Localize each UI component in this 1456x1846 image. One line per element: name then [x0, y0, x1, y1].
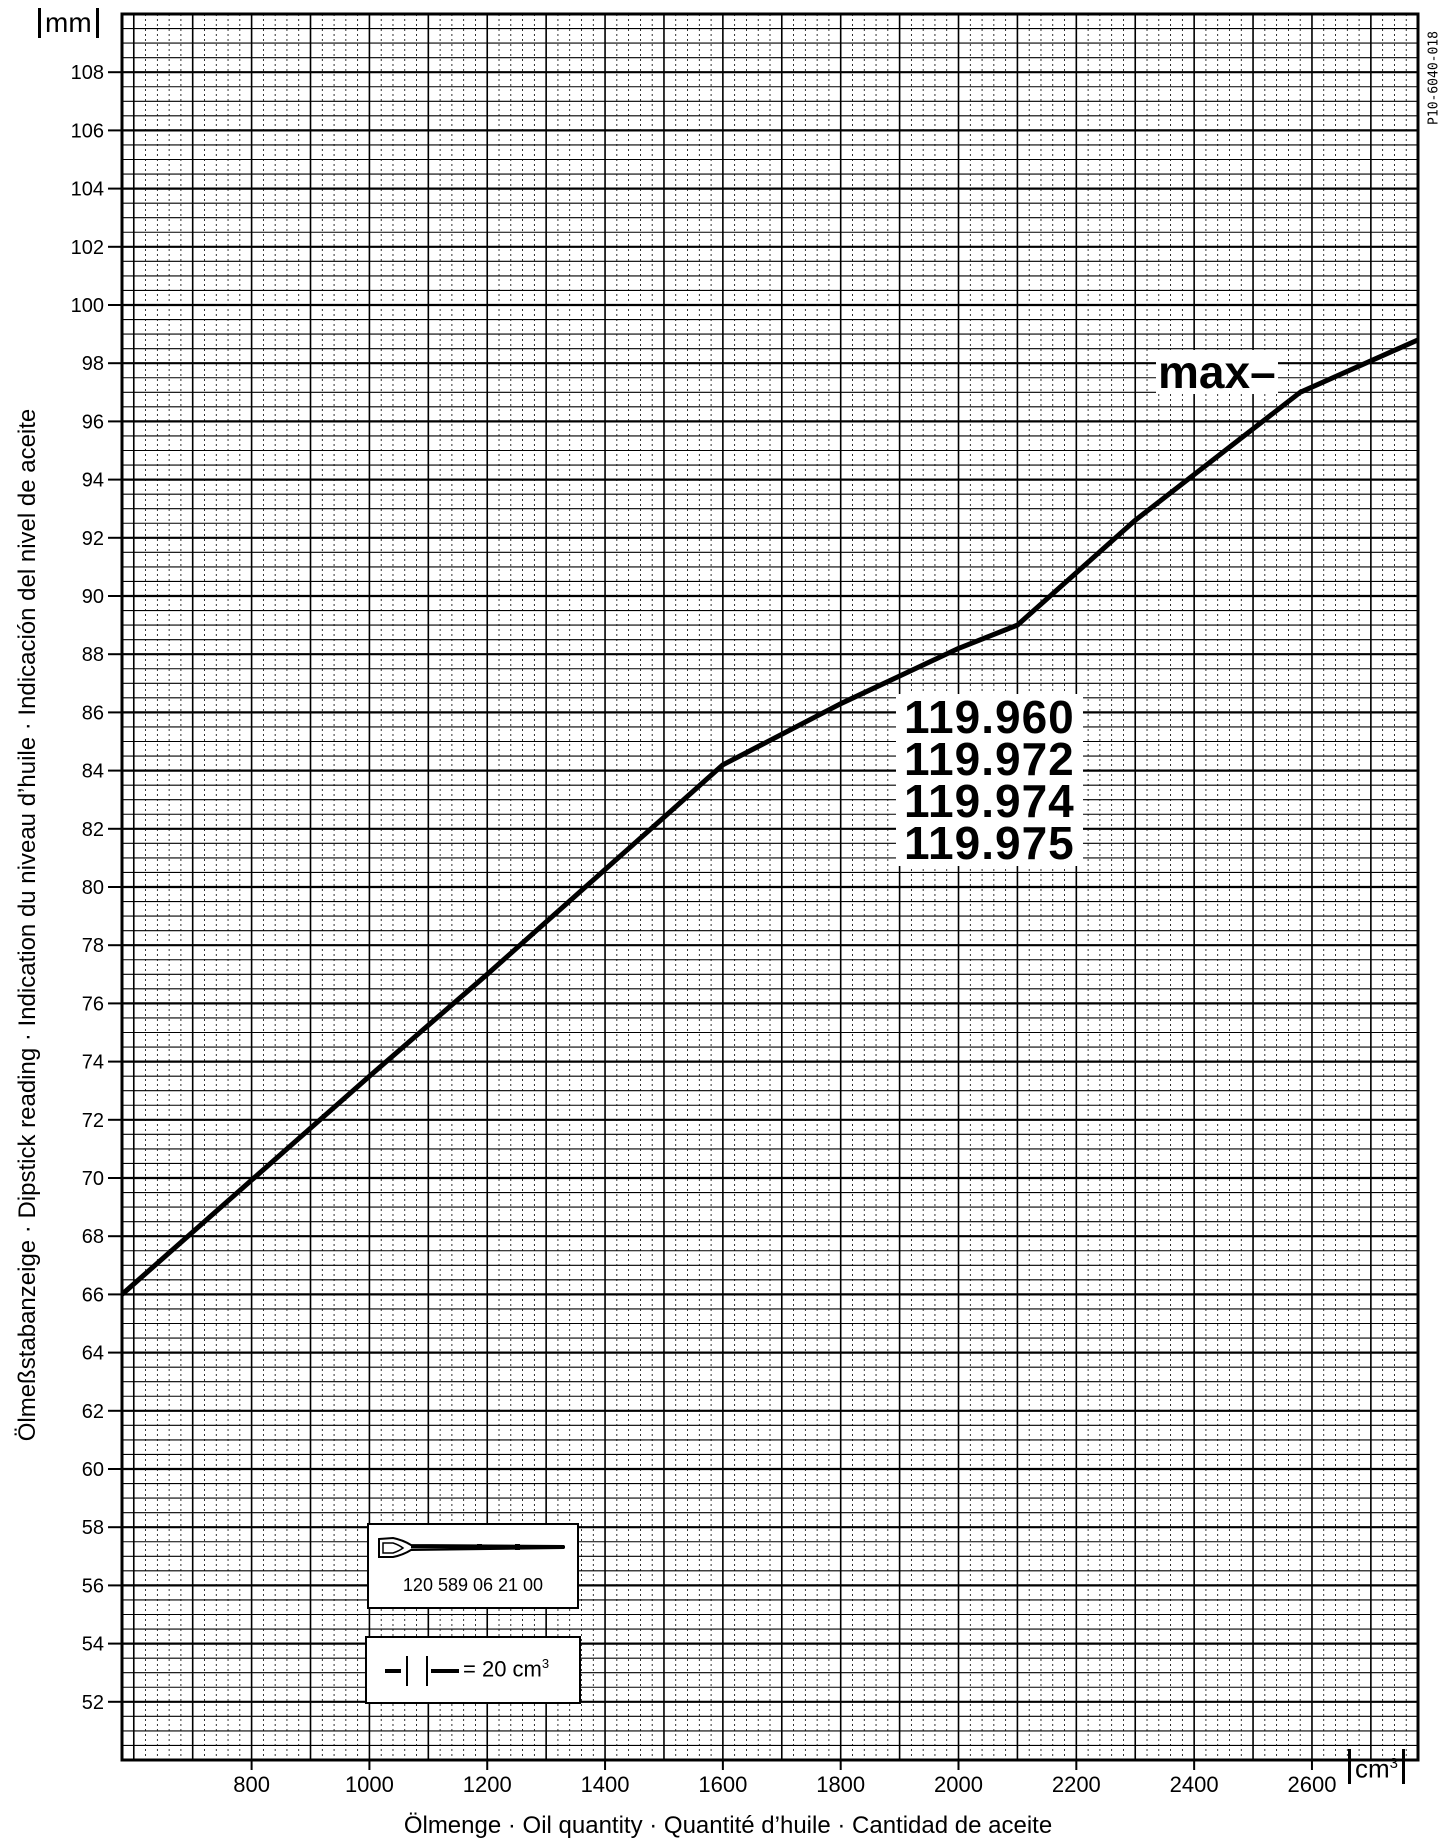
y-tick-label: 90 — [81, 586, 104, 608]
y-tick-label: 80 — [81, 877, 104, 899]
y-tick-label: 60 — [81, 1459, 104, 1481]
y-tick-label: 84 — [81, 760, 104, 783]
scale-key-text — [463, 1656, 549, 1682]
x-tick-label: 1400 — [580, 1772, 630, 1797]
y-tick-label: 58 — [81, 1517, 104, 1540]
y-tick-label: 98 — [81, 353, 104, 376]
y-tick-label: 94 — [81, 469, 104, 492]
y-tick-label: 68 — [81, 1226, 104, 1249]
y-axis-unit: mm — [38, 8, 99, 38]
y-tick-label: 108 — [70, 62, 104, 85]
max-annotation-text: max — [1158, 346, 1251, 398]
dipstick-icon — [375, 1533, 571, 1563]
y-axis-ticks — [71, 62, 122, 1714]
y-tick-label: 66 — [81, 1284, 104, 1307]
part-number: 119.974 — [904, 775, 1075, 827]
x-tick-label: 2200 — [1051, 1772, 1101, 1797]
x-axis-ticks — [233, 1760, 1336, 1797]
y-tick-label: 54 — [81, 1633, 104, 1656]
y-tick-label: 78 — [81, 935, 104, 958]
part-number-list — [896, 691, 1083, 869]
x-tick-label: 2600 — [1287, 1772, 1337, 1797]
x-axis-unit-text: cm — [1355, 1753, 1390, 1784]
dipstick-part-number: 120 589 06 21 00 — [402, 1575, 544, 1595]
x-tick-label: 2400 — [1169, 1772, 1219, 1797]
y-tick-label: 62 — [81, 1400, 104, 1423]
scale-key-icon — [375, 1656, 463, 1686]
x-tick-label: 1600 — [698, 1772, 748, 1797]
x-tick-label: 1800 — [816, 1772, 866, 1797]
y-tick-label: 74 — [81, 1051, 104, 1074]
scale-key — [365, 1636, 581, 1704]
y-tick-label: 72 — [81, 1109, 104, 1132]
x-axis-unit — [1348, 1749, 1405, 1784]
x-axis-unit-exponent: 3 — [1389, 1755, 1399, 1772]
y-tick-label: 76 — [81, 993, 104, 1016]
x-axis-label: Ölmenge · Oil quantity · Quantité d’huile · Cantidad de aceite — [403, 1812, 1053, 1839]
y-tick-label: 104 — [70, 178, 104, 201]
y-tick-label: 106 — [70, 120, 104, 143]
x-tick-label: 1000 — [344, 1772, 394, 1797]
scale-key-value: = 20 cm — [463, 1656, 542, 1682]
y-tick-label: 64 — [81, 1342, 104, 1365]
y-tick-label: 52 — [81, 1691, 104, 1714]
y-tick-label: 96 — [81, 411, 104, 434]
part-number: 119.972 — [904, 733, 1075, 785]
y-axis-label: Ölmeßstabanzeige · Dipstick reading · Indication du niveau d’huile · Indicación del nivel de aceite — [14, 408, 41, 1442]
x-tick-label: 800 — [233, 1772, 270, 1797]
document-reference: P10-6040-018 — [1426, 31, 1442, 125]
y-tick-label: 92 — [81, 527, 104, 550]
y-tick-label: 82 — [81, 818, 104, 841]
max-annotation: max– — [1158, 346, 1276, 398]
y-tick-label: 102 — [70, 236, 104, 259]
y-tick-label: 100 — [70, 295, 104, 317]
part-number: 119.960 — [904, 691, 1075, 743]
y-tick-label: 86 — [81, 702, 104, 725]
dipstick-inset — [367, 1523, 579, 1609]
part-number: 119.975 — [904, 817, 1075, 869]
y-tick-label: 70 — [81, 1168, 104, 1190]
y-tick-label: 56 — [81, 1575, 104, 1598]
x-tick-label: 2000 — [934, 1772, 983, 1797]
scale-key-exponent: 3 — [541, 1656, 550, 1671]
dipstick-curve — [122, 340, 1418, 1295]
y-tick-label: 88 — [81, 644, 104, 667]
x-tick-label: 1200 — [462, 1772, 512, 1797]
